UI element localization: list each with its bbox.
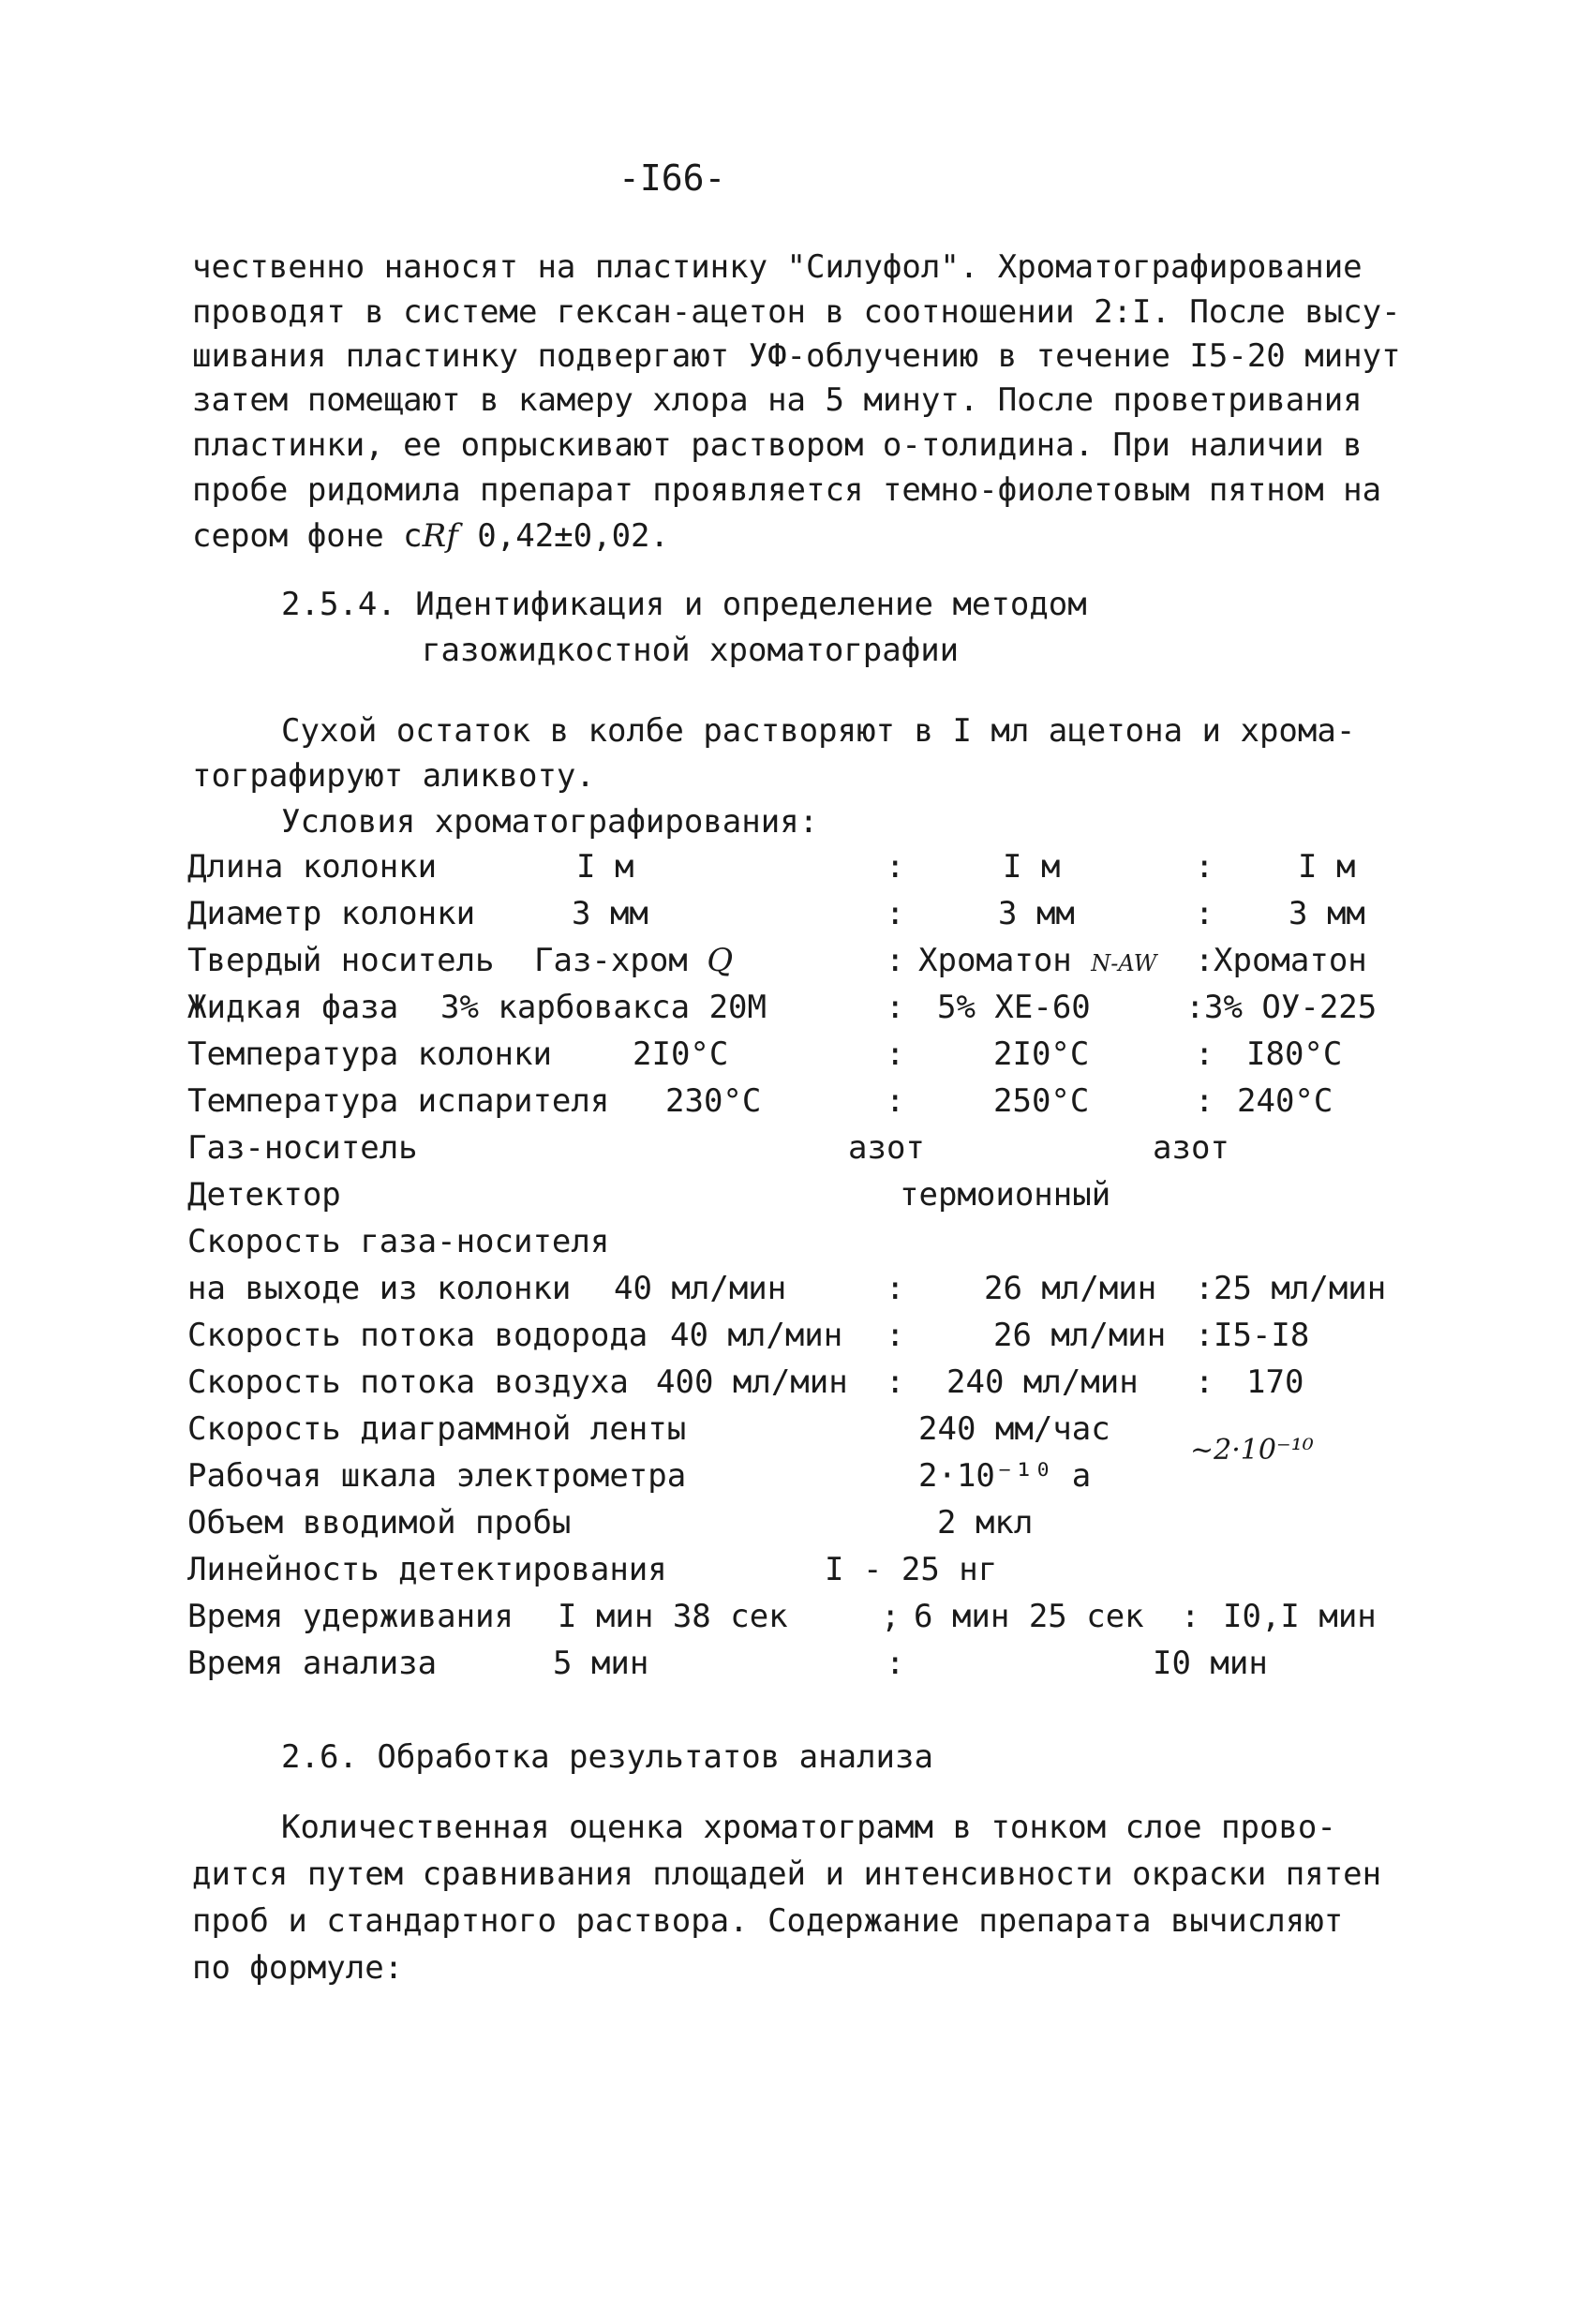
cond-label: Линейность детектирования bbox=[187, 1551, 667, 1588]
cond-v3: 170 bbox=[1246, 1363, 1304, 1401]
cond-v1: 3 мм bbox=[572, 895, 648, 932]
cond-v1 bbox=[534, 942, 733, 979]
para1-line-6: пробе ридомила препарат проявляется темно-фиолетовым пятном на bbox=[192, 471, 1382, 509]
cond-sep2: : bbox=[1195, 1317, 1214, 1354]
para1-line-5: пластинки, ее опрыскивают раствором о-толидина. При наличии в bbox=[192, 426, 1363, 464]
handwritten-n-aw: N-AW bbox=[1091, 950, 1157, 976]
cond-v1: 230°С bbox=[665, 1082, 762, 1120]
cond-sep2: : bbox=[1185, 989, 1205, 1026]
handwritten-q: Q bbox=[707, 942, 734, 979]
cond-v2: 2I0°С bbox=[993, 1035, 1090, 1073]
cond-sep1: : bbox=[886, 1363, 905, 1401]
cond-sep2: : bbox=[1195, 1082, 1214, 1120]
section-254-title-1: 2.5.4. Идентификация и определение методом bbox=[281, 586, 1087, 623]
para2-line-2: тографируют аликвоту. bbox=[192, 757, 595, 795]
section-26-title: 2.6. Обработка результатов анализа bbox=[281, 1738, 933, 1776]
cond-v3: I0,I мин bbox=[1223, 1598, 1377, 1635]
cond-v2: 6 мин 25 сек bbox=[914, 1598, 1144, 1635]
para1-line-7 bbox=[192, 517, 669, 555]
cond-v3: 25 мл/мин bbox=[1214, 1270, 1387, 1307]
cond-label: на выходе из колонки bbox=[187, 1270, 572, 1307]
cond-v1: 40 мл/мин bbox=[670, 1317, 843, 1354]
para3-line-2: дится путем сравнивания площадей и интенсивности окраски пятен bbox=[192, 1855, 1382, 1893]
cond-v1: 40 мл/мин bbox=[614, 1270, 787, 1307]
section-254-title-2: газожидкостной хроматографии bbox=[422, 632, 960, 669]
cond-v1: I мин 38 сек bbox=[558, 1598, 788, 1635]
cond-v1-text: Газ-хром bbox=[534, 942, 688, 979]
para1-last-suffix: 0,42±0,02. bbox=[457, 517, 669, 555]
cond-sep2: : bbox=[1195, 1270, 1214, 1307]
cond-label: Температура испарителя bbox=[187, 1082, 610, 1120]
cond-sep2: : bbox=[1195, 848, 1214, 886]
cond-label: Скорость потока водорода bbox=[187, 1317, 648, 1354]
cond-v2: I м bbox=[1003, 848, 1061, 886]
page-number: -I66- bbox=[618, 157, 726, 199]
conditions-heading: Условия хроматографирования: bbox=[281, 803, 819, 841]
handwritten-rf: Rf bbox=[422, 517, 458, 555]
cond-sep1: : bbox=[886, 1035, 905, 1073]
cond-sep1: : bbox=[886, 895, 905, 932]
cond-v1: 3% карбовакса 20М bbox=[440, 989, 767, 1026]
cond-label: Диаметр колонки bbox=[187, 895, 476, 932]
para1-last-prefix: сером фоне с bbox=[192, 517, 423, 555]
cond-sep2: : bbox=[1181, 1598, 1200, 1635]
para3-line-1: Количественная оценка хроматограмм в тонком слое прово- bbox=[281, 1809, 1336, 1846]
cond-sep1: : bbox=[886, 1082, 905, 1120]
cond-v3: 3 мм bbox=[1289, 895, 1365, 932]
cond-v2: 26 мл/мин bbox=[984, 1270, 1157, 1307]
cond-label: Рабочая шкала электрометра bbox=[187, 1457, 687, 1495]
para1-line-2: проводят в системе гексан-ацетон в соотношении 2:I. После высу- bbox=[192, 293, 1401, 331]
cond-v2: 26 мл/мин bbox=[993, 1317, 1167, 1354]
cond-sep1: : bbox=[886, 1317, 905, 1354]
para3-line-3: проб и стандартного раствора. Содержание препарата вычисляют bbox=[192, 1902, 1344, 1940]
cond-v2-text: Хроматон bbox=[918, 942, 1072, 979]
cond-sep2: : bbox=[1195, 1035, 1214, 1073]
cond-label: Детектор bbox=[187, 1176, 341, 1214]
cond-v2: 2 мкл bbox=[937, 1504, 1034, 1542]
cond-label: Температура колонки bbox=[187, 1035, 552, 1073]
para1-line-1: чественно наносят на пластинку "Силуфол". Хроматографирование bbox=[192, 248, 1363, 286]
cond-v3: I5-I8 bbox=[1214, 1317, 1310, 1354]
cond-label: Объем вводимой пробы bbox=[187, 1504, 572, 1542]
cond-sep1: : bbox=[886, 1270, 905, 1307]
cond-label: Длина колонки bbox=[187, 848, 438, 886]
cond-label: Время удерживания bbox=[187, 1598, 514, 1635]
cond-sep2: : bbox=[1195, 1363, 1214, 1401]
cond-label: Твердый носитель bbox=[187, 942, 495, 979]
para3-line-4: по формуле: bbox=[192, 1949, 404, 1987]
cond-v2: азот bbox=[848, 1129, 925, 1167]
cond-label: Скорость потока воздуха bbox=[187, 1363, 629, 1401]
cond-sep1: : bbox=[886, 942, 905, 979]
cond-label: Жидкая фаза bbox=[187, 989, 399, 1026]
cond-v1: 400 мл/мин bbox=[656, 1363, 848, 1401]
cond-v2: 240 мл/мин bbox=[946, 1363, 1139, 1401]
cond-v2: 3 мм bbox=[998, 895, 1075, 932]
cond-sep1: : bbox=[886, 848, 905, 886]
cond-v3: 240°С bbox=[1237, 1082, 1333, 1120]
cond-v2: 240 мм/час bbox=[918, 1410, 1110, 1448]
cond-label: Газ-носитель bbox=[187, 1129, 418, 1167]
para2-line-1: Сухой остаток в колбе растворяют в I мл ацетона и хрома- bbox=[281, 712, 1356, 750]
cond-v2: 2·10⁻¹⁰ а bbox=[918, 1457, 1092, 1495]
cond-v3: азот bbox=[1153, 1129, 1229, 1167]
cond-v1: 5 мин bbox=[553, 1645, 649, 1682]
cond-v3: I80°С bbox=[1246, 1035, 1343, 1073]
cond-sep2: : bbox=[1195, 895, 1214, 932]
cond-v3: I м bbox=[1298, 848, 1356, 886]
cond-v1: 2I0°С bbox=[633, 1035, 729, 1073]
para1-line-4: затем помещают в камеру хлора на 5 минут. После проветривания bbox=[192, 381, 1363, 419]
cond-label: Время анализа bbox=[187, 1645, 438, 1682]
cond-sep1: : bbox=[886, 1645, 905, 1682]
cond-v3: Хроматон bbox=[1214, 942, 1367, 979]
cond-sep1: : bbox=[886, 989, 905, 1026]
cond-sep1: ; bbox=[881, 1598, 901, 1635]
cond-v2 bbox=[918, 942, 1156, 982]
cond-v3: I0 мин bbox=[1153, 1645, 1268, 1682]
cond-v2: 5% ХЕ-60 bbox=[937, 989, 1091, 1026]
para1-line-3: шивания пластинку подвергают УФ-облучению в течение I5-20 минут bbox=[192, 337, 1401, 375]
cond-v3: 3% ОУ-225 bbox=[1204, 989, 1378, 1026]
cond-label: Скорость диаграммной ленты bbox=[187, 1410, 687, 1448]
cond-v2: 250°С bbox=[993, 1082, 1090, 1120]
cond-v1: I - 25 нг bbox=[825, 1551, 998, 1588]
handwritten-electrometer-note: ~2·10⁻¹⁰ bbox=[1190, 1434, 1314, 1467]
cond-v2: термоионный bbox=[900, 1176, 1111, 1214]
cond-sep2: : bbox=[1195, 942, 1214, 979]
cond-v1: I м bbox=[576, 848, 634, 886]
cond-label: Скорость газа-носителя bbox=[187, 1223, 610, 1260]
